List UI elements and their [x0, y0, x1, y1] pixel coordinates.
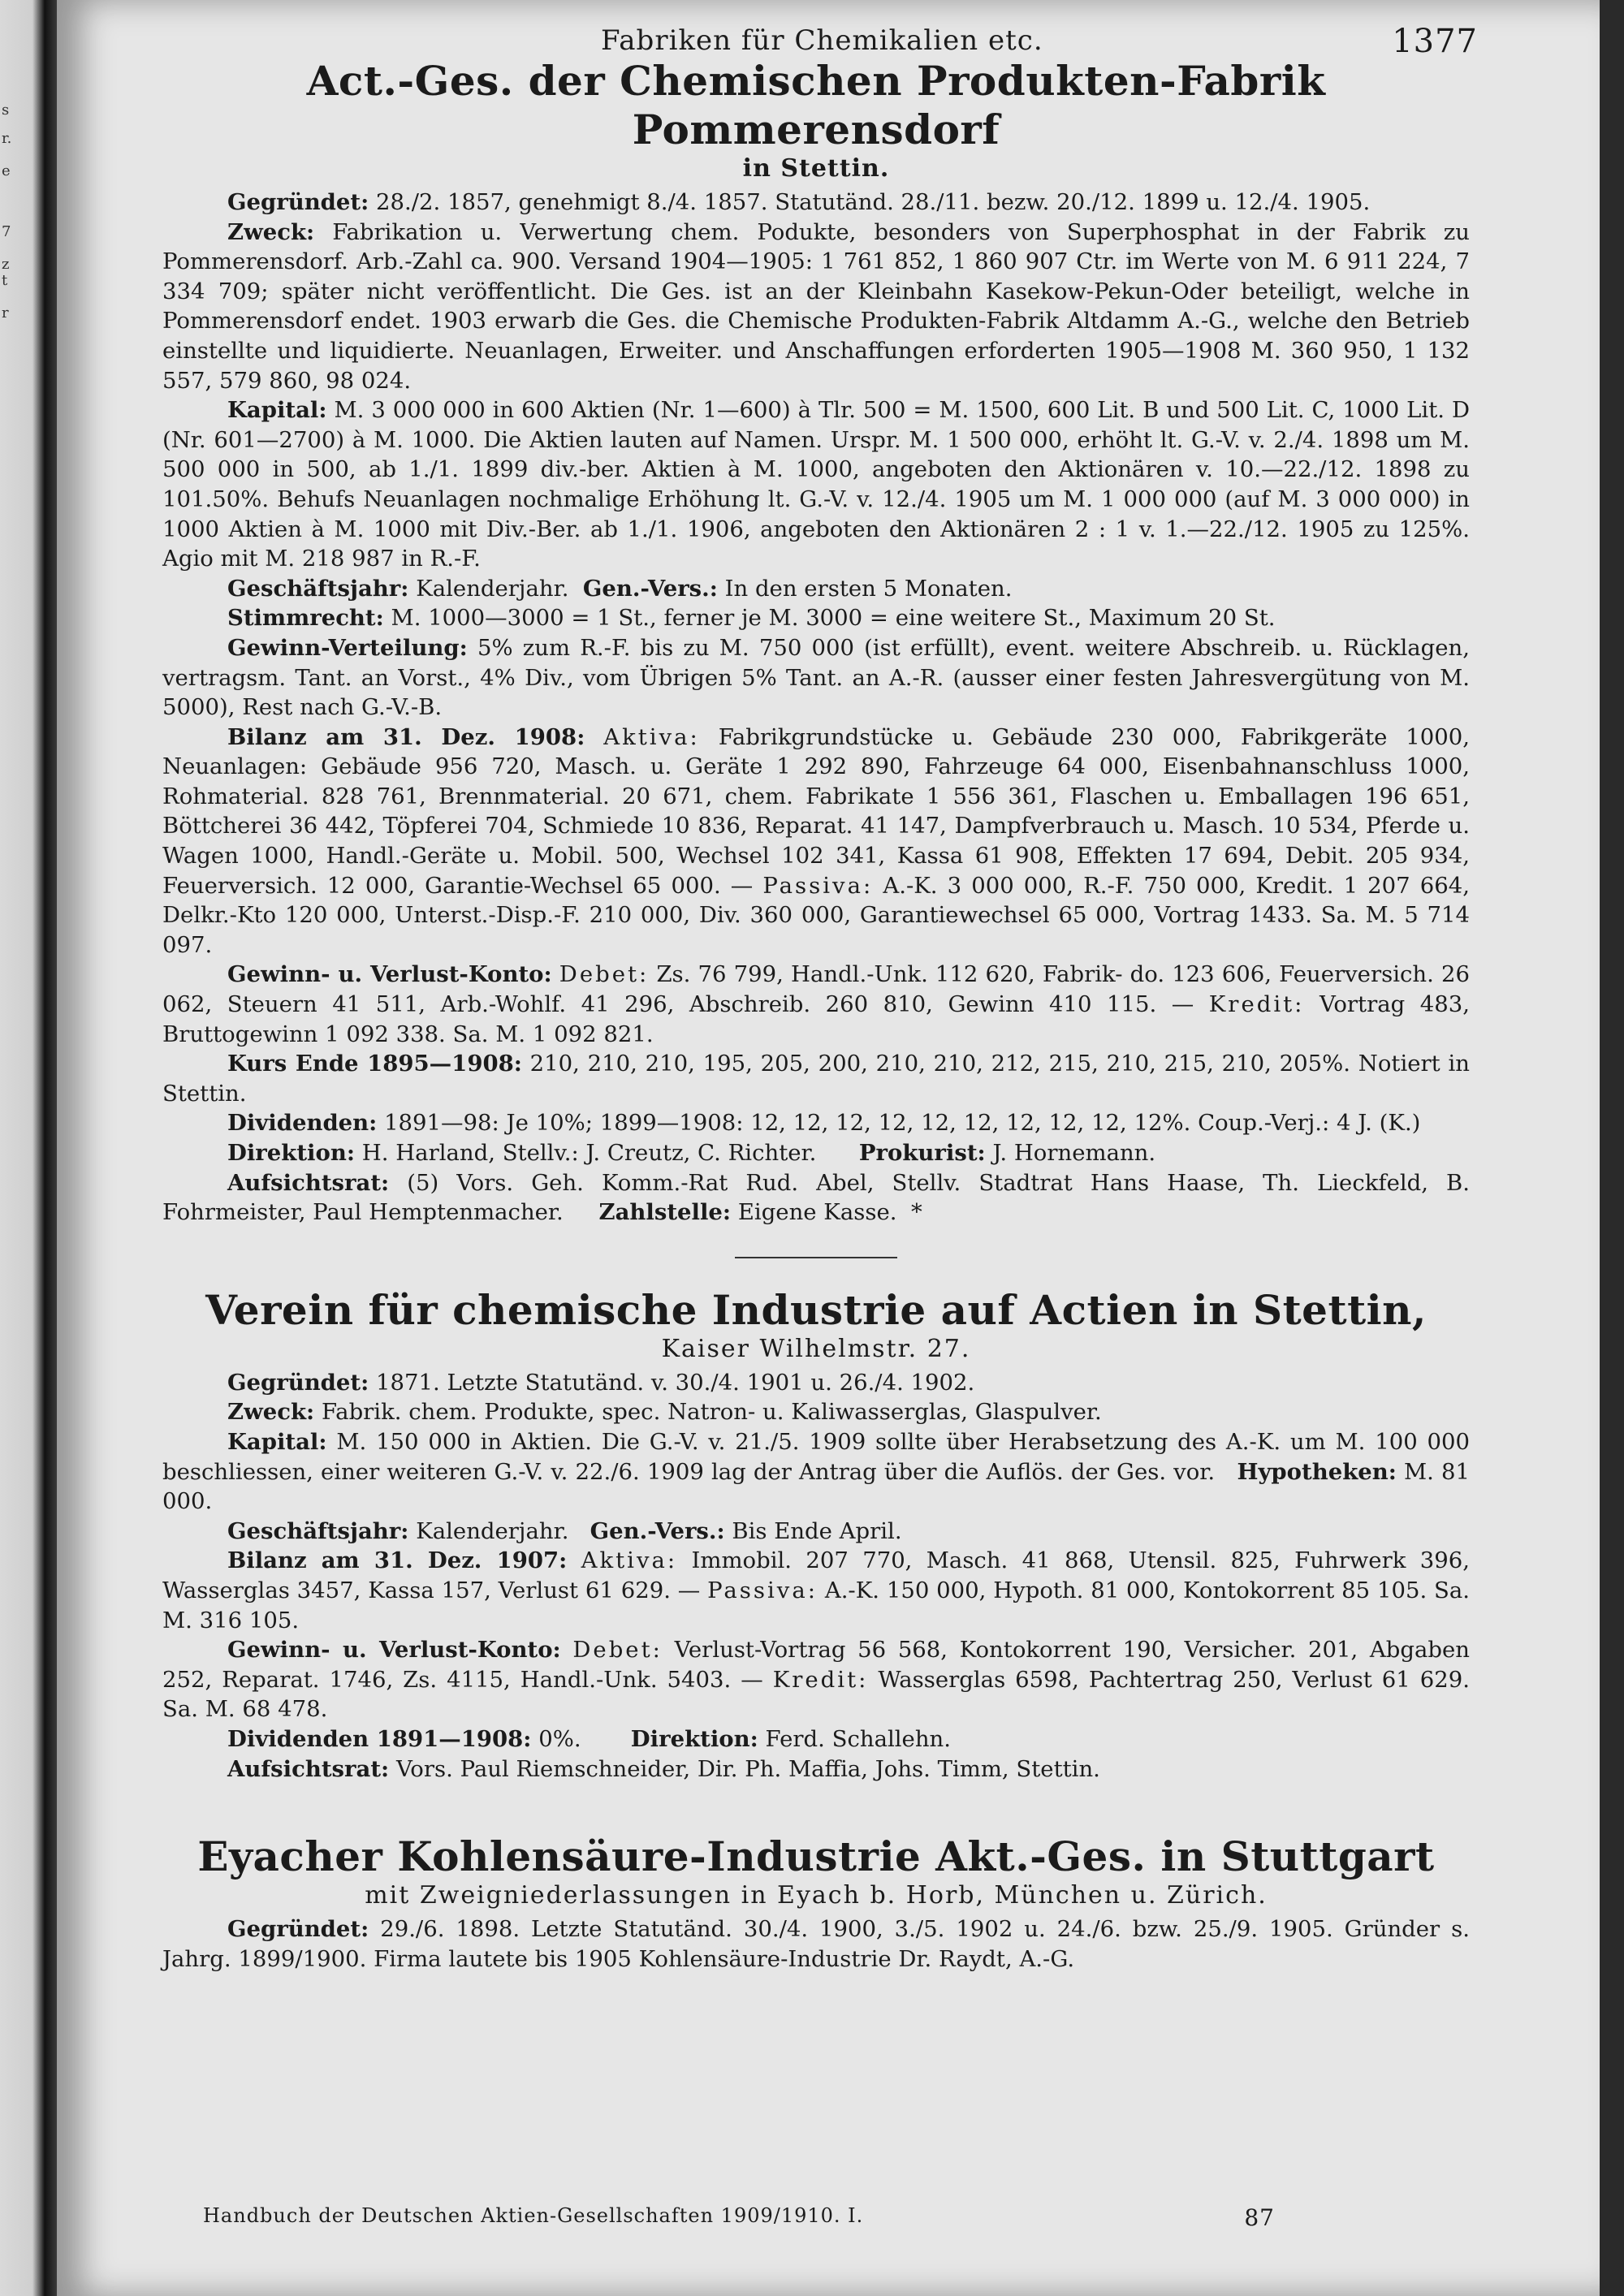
- field-stimmrecht: Stimmrecht: M. 1000—3000 = 1 St., ferner je M. 3000 = eine weitere St., Maximum 20 St.: [227, 605, 1276, 632]
- field-kapital: Kapital: M. 3 000 000 in 600 Aktien (Nr. 1—600) à Tlr. 500 = M. 1500, 600 Lit. B und 500 Lit. C, 1000 Lit. D (Nr. 601—2700) à M. 1000. Die Aktien lauten auf Namen. Urspr. M. 1 500 000, erhöht lt. G.-V. v. 2./4. 1898 um M. 500 000 in 500, ab 1./1. 1899 div.-ber. Aktien à M. 1000, angeboten den Aktionären v. 10.—22./12. 1898 zu 101.50%. Behufs Neuanlagen nochmalige Erhöhung lt. G.-V. v. 12./4. 1905 um M. 1 000 000 (auf M. 3 000 000) in 1000 Aktien à M. 1000 mit Div.-Ber. ab 1./1. 1906, angeboten den Aktionären 2 : 1 v. 1.—22./12. 1905 zu 125%. Agio mit M. 218 987 in R.-F.: [162, 397, 1470, 572]
- star-mark: *: [910, 1199, 922, 1226]
- field-gewinn-verteilung: Gewinn-Verteilung: 5% zum R.-F. bis zu M. 750 000 (ist erfüllt), event. weitere Abschreib. u. Rücklagen, vertragsm. Tant. an Vorst., 4% Div., vom Übrigen 5% Tant. an A.-R. (ausser einer festen Jahresvergütung von M. 5000), Rest nach G.-V.-B.: [162, 634, 1470, 721]
- section-gap: [162, 1784, 1470, 1832]
- field-zweck: Zweck: Fabrikation u. Verwertung chem. Podukte, besonders von Superphosphat in der Fabrik zu Pommerensdorf. Arb.-Zahl ca. 900. Versand 1904—1905: 1 761 852, 1 860 907 Ctr. im Werte von M. 6 911 224, 7 334 709; später nicht veröffentlicht. Die Ges. ist an der Kleinbahn Kasekow-Pekun-Oder beteiligt, welche in Pommerensdorf endet. 1903 erwarb die Ges. die Chemische Produkten-Fabrik Altdamm A.-G., welche den Betrieb einstellte und liquidierte. Neuanlagen, Erweiter. und Anschaffungen erforderten 1905—1908 M. 360 950, 1 132 557, 579 860, 98 024.: [162, 218, 1470, 394]
- field-gegruendet: Gegründet: 1871. Letzte Statutänd. v. 30./4. 1901 u. 26./4. 1902.: [227, 1369, 975, 1396]
- running-head-title: Fabriken für Chemikalien etc.: [601, 24, 1043, 57]
- binding-margin: [0, 0, 57, 2296]
- entry-location: in Stettin.: [742, 154, 890, 183]
- document-page: [57, 0, 1600, 2296]
- field-geschaeftsjahr: Geschäftsjahr: Kalenderjahr. Gen.-Vers.: Bis Ende April.: [227, 1517, 902, 1544]
- margin-letter: s: [2, 101, 10, 119]
- field-dividenden: Dividenden: 1891—98: Je 10%; 1899—1908: 12, 12, 12, 12, 12, 12, 12, 12, 12, 12%. Coup.-Verj.: 4 J. (K.): [227, 1110, 1421, 1137]
- page-footer: [203, 2204, 1307, 2231]
- entry-title: Eyacher Kohlensäure-Industrie Akt.-Ges. in Stuttgart: [197, 1832, 1435, 1881]
- margin-letter: r: [2, 304, 9, 322]
- field-dividenden: Dividenden 1891—1908: 0%. Direktion: Ferd. Schallehn.: [227, 1725, 951, 1752]
- company-entry-pommerensdorf: [162, 57, 1470, 1228]
- field-direktion: Direktion: H. Harland, Stellv.: J. Creutz, C. Richter. Prokurist: J. Hornemann.: [227, 1140, 1156, 1166]
- field-zweck: Zweck: Fabrik. chem. Produkte, spec. Natron- u. Kaliwasserglas, Glaspulver.: [227, 1399, 1102, 1426]
- running-head: [162, 16, 1478, 60]
- field-kurs: Kurs Ende 1895—1908: 210, 210, 210, 195, 205, 200, 210, 210, 212, 215, 210, 215, 210, 205%. Notiert in Stettin.: [162, 1051, 1470, 1107]
- page-content: [162, 16, 1478, 1974]
- field-gegruendet: Gegründet: 29./6. 1898. Letzte Statutänd. 30./4. 1900, 3./5. 1902 u. 24./6. bzw. 25./9. 1905. Gründer s. Jahrg. 1899/1900. Firma lautete bis 1905 Kohlensäure-Industrie Dr. Raydt, A.-G.: [162, 1916, 1470, 1972]
- entry-location: mit Zweigniederlassungen in Eyach b. Horb, München u. Zürich.: [365, 1881, 1268, 1910]
- field-geschaeftsjahr: Geschäftsjahr: Kalenderjahr. Gen.-Vers.: In den ersten 5 Monaten.: [227, 575, 1013, 602]
- field-kapital: Kapital: M. 150 000 in Aktien. Die G.-V. v. 21./5. 1909 sollte über Herabsetzung des A.-K. um M. 100 000 beschliessen, einer weiteren G.-V. v. 22./6. 1909 lag der Antrag über die Auflös. der Ges. vor. Hypotheken: M. 81 000.: [162, 1428, 1470, 1515]
- field-gewinn-verlust: Gewinn- u. Verlust-Konto: Debet: Zs. 76 799, Handl.-Unk. 112 620, Fabrik- do. 123 606, Feuerversich. 26 062, Steuern 41 511, Arb.-Wohlf. 41 296, Abschreib. 260 810, Gewinn 410 115. — Kredit: Vortrag 483, Bruttogewinn 1 092 338. Sa. M. 1 092 821.: [162, 961, 1470, 1047]
- field-aufsichtsrat: Aufsichtsrat: Vors. Paul Riemschneider, Dir. Ph. Maffia, Johs. Timm, Stettin.: [227, 1755, 1100, 1782]
- company-entry-verein-stettin: [162, 1286, 1470, 1784]
- field-gewinn-verlust: Gewinn- u. Verlust-Konto: Debet: Verlust-Vortrag 56 568, Kontokorrent 190, Versicher. 201, Abgaben 252, Reparat. 1746, Zs. 4115, Handl.-Unk. 5403. — Kredit: Wasserglas 6598, Pachtertrag 250, Verlust 61 629. Sa. M. 68 478.: [162, 1637, 1470, 1723]
- margin-letter: t: [2, 272, 8, 289]
- field-bilanz: Bilanz am 31. Dez. 1908: Aktiva: Fabrikgrundstücke u. Gebäude 230 000, Fabrikgeräte 1000, Neuanlagen: Gebäude 956 720, Masch. u. Geräte 1 292 890, Fahrzeuge 64 000, Eisenbahnanschluss 1000, Rohmaterial. 828 761, Brennmaterial. 20 671, chem. Fabrikate 1 556 361, Flaschen u. Emballagen 196 651, Böttcherei 36 442, Töpferei 704, Schmiede 10 836, Reparat. 41 147, Dampfverbrauch u. Masch. 10 534, Pferde u. Wagen 1000, Handl.-Geräte u. Mobil. 500, Wechsel 102 341, Kassa 61 908, Effekten 17 694, Debit. 205 934, Feuerversich. 12 000, Garantie-Wechsel 65 000. — Passiva: A.-K. 3 000 000, R.-F. 750 000, Kredit. 1 207 664, Delkr.-Kto 120 000, Unterst.-Disp.-F. 210 000, Div. 360 000, Garantiewechsel 65 000, Vortrag 1433. Sa. M. 5 714 097.: [162, 723, 1470, 958]
- entry-title: Verein für chemische Industrie auf Actien in Stettin,: [205, 1285, 1427, 1334]
- entry-title: Act.-Ges. der Chemischen Produkten-Fabrik Pommerensdorf: [306, 57, 1326, 153]
- field-gegruendet: Gegründet: 28./2. 1857, genehmigt 8./4. 1857. Statutänd. 28./11. bezw. 20./12. 1899 u. 12./4. 1905.: [227, 189, 1371, 215]
- footer-text: Handbuch der Deutschen Aktien-Gesellschaften 1909/1910. I.: [203, 2204, 864, 2227]
- margin-letter: r.: [2, 130, 12, 147]
- margin-letter: e: [2, 162, 11, 179]
- entry-address: Kaiser Wilhelmstr. 27.: [661, 1334, 971, 1363]
- field-bilanz: Bilanz am 31. Dez. 1907: Aktiva: Immobil. 207 770, Masch. 41 868, Utensil. 825, Fuhrwerk 396, Wasserglas 3457, Kassa 157, Verlust 61 629. — Passiva: A.-K. 150 000, Hypoth. 81 000, Kontokorrent 85 105. Sa. M. 316 105.: [162, 1547, 1470, 1634]
- company-entry-eyacher: [162, 1832, 1470, 1974]
- footer-page-number: 87: [1244, 2204, 1275, 2231]
- margin-letter: 7: [2, 223, 11, 240]
- margin-letter: z: [2, 256, 10, 273]
- page-number: 1377: [1392, 23, 1478, 60]
- field-aufsichtsrat: Aufsichtsrat: (5) Vors. Geh. Komm.-Rat Rud. Abel, Stellv. Stadtrat Hans Haase, Th. Lieckfeld, B. Fohrmeister, Paul Hemptenmacher. Zahlstelle: Eigene Kasse. *: [162, 1169, 1470, 1226]
- section-divider: [735, 1257, 897, 1258]
